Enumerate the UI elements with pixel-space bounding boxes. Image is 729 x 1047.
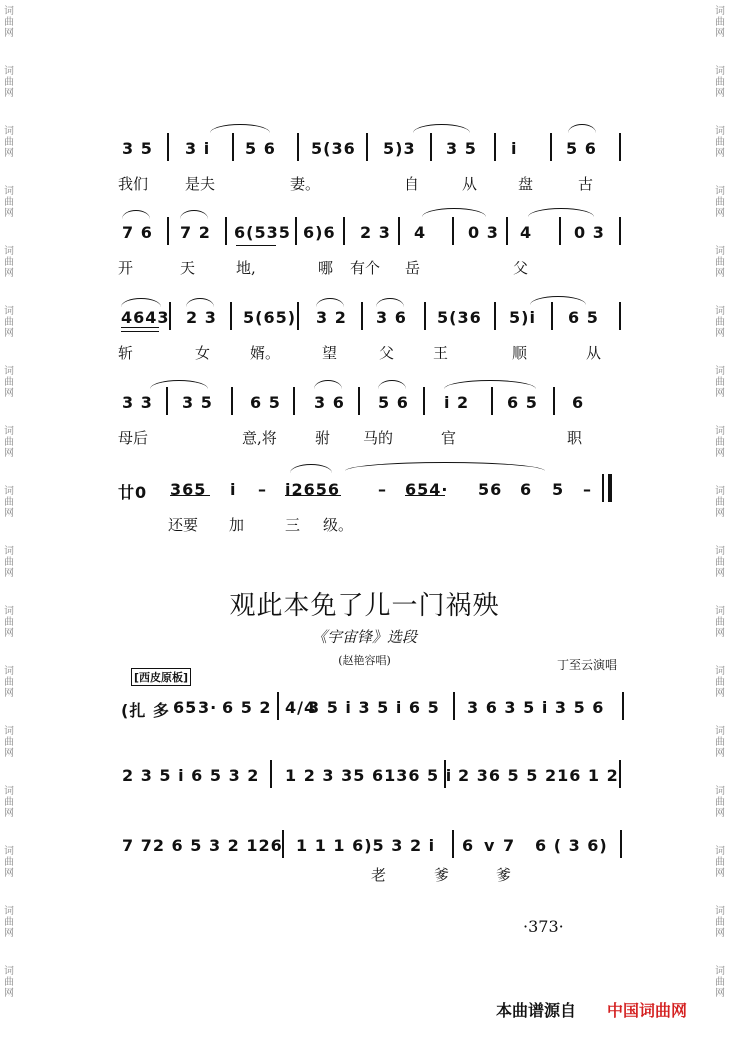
bar-line xyxy=(620,830,622,858)
bar-line xyxy=(295,217,297,245)
watermark-char: 词 xyxy=(715,906,725,917)
bar-line xyxy=(297,302,299,330)
bar-line xyxy=(608,474,612,502)
watermark-char: 曲 xyxy=(715,257,725,268)
watermark-char: 词 xyxy=(715,546,725,557)
watermark-group xyxy=(711,966,729,999)
watermark-char: 词 xyxy=(4,366,14,377)
song-source: 《宇宙锋》选段 xyxy=(311,628,417,646)
score-line xyxy=(0,133,729,193)
bar-line xyxy=(602,474,604,502)
watermark-char: 词 xyxy=(4,546,14,557)
note-group: 4643 xyxy=(121,308,170,327)
watermark-char: 词 xyxy=(4,786,14,797)
watermark-char: 词 xyxy=(4,666,14,677)
watermark-char: 词 xyxy=(715,6,725,17)
watermark-char: 网 xyxy=(715,568,725,579)
watermark-char: 词 xyxy=(715,366,725,377)
note-group: 廿0 xyxy=(118,483,148,502)
watermark-char: 网 xyxy=(4,208,14,219)
lyric-text: 顺 xyxy=(512,344,528,362)
watermark-char: 词 xyxy=(715,726,725,737)
watermark-group xyxy=(0,426,18,459)
watermark-char: 曲 xyxy=(715,137,725,148)
watermark-group xyxy=(0,66,18,99)
watermark-char: 网 xyxy=(4,268,14,279)
bar-line xyxy=(553,387,555,415)
bar-line xyxy=(559,217,561,245)
bar-line xyxy=(398,217,400,245)
watermark-char: 词 xyxy=(4,126,14,137)
note-group: 7 72 6 5 3 2 126 xyxy=(122,836,283,855)
watermark-group xyxy=(0,186,18,219)
watermark-char: 词 xyxy=(4,906,14,917)
watermark-char: 曲 xyxy=(715,377,725,388)
note-group: 365 xyxy=(170,480,207,499)
note-group: 2 36 5 5 216 1 2 xyxy=(458,766,619,785)
note-group: 65 xyxy=(173,698,198,717)
watermark-char: 曲 xyxy=(4,497,14,508)
lyric-text: 还要 xyxy=(168,516,199,534)
lyric-text: 从 xyxy=(462,175,478,193)
watermark-char: 词 xyxy=(715,186,725,197)
page-number: ·373· xyxy=(523,917,564,936)
lyric-text: 从 xyxy=(586,344,602,362)
bar-line xyxy=(231,387,233,415)
note-group: i xyxy=(511,139,518,158)
bar-line xyxy=(225,217,227,245)
watermark-char: 曲 xyxy=(4,737,14,748)
watermark-char: 曲 xyxy=(4,257,14,268)
note-group: 3 5 xyxy=(122,139,153,158)
watermark-char: 曲 xyxy=(715,497,725,508)
note-group: (扎 多 xyxy=(121,701,170,720)
watermark-char: 词 xyxy=(715,66,725,77)
bar-line xyxy=(494,302,496,330)
note-group: 3 i xyxy=(185,139,211,158)
watermark-char: 曲 xyxy=(4,917,14,928)
lyric-text: 驸 xyxy=(315,429,331,447)
note-group: 3 6 xyxy=(376,308,407,327)
watermark-char: 网 xyxy=(4,688,14,699)
lyric-text: 意,将 xyxy=(242,429,277,447)
watermark-char: 词 xyxy=(715,306,725,317)
watermark-char: 网 xyxy=(4,628,14,639)
watermark-char: 网 xyxy=(715,448,725,459)
watermark-char: 词 xyxy=(4,246,14,257)
bar-line xyxy=(550,133,552,161)
bar-line xyxy=(270,760,272,788)
lyric-text: 加 xyxy=(229,516,245,534)
lyric-text: 三 xyxy=(285,516,301,534)
lyric-text: 官 xyxy=(441,429,457,447)
watermark-char: 网 xyxy=(715,628,725,639)
note-group: 5(36 xyxy=(437,308,482,327)
watermark-char: 网 xyxy=(4,868,14,879)
lyric-text: 级。 xyxy=(323,516,354,534)
note-group: – xyxy=(258,480,267,499)
watermark-char: 词 xyxy=(4,66,14,77)
bar-line xyxy=(343,217,345,245)
watermark-char: 词 xyxy=(4,426,14,437)
watermark-char: 曲 xyxy=(715,17,725,28)
note-group: 2 3 xyxy=(360,223,391,242)
note-group: 7 6 xyxy=(122,223,153,242)
watermark-char: 曲 xyxy=(715,737,725,748)
lyric-text: 古 xyxy=(578,175,594,193)
watermark-char: 曲 xyxy=(4,437,14,448)
watermark-char: 网 xyxy=(715,688,725,699)
note-group: 6(535 xyxy=(234,223,291,242)
bar-line xyxy=(358,387,360,415)
watermark-char: 网 xyxy=(715,28,725,39)
note-group: 6)6 xyxy=(303,223,336,242)
watermark-char: 词 xyxy=(4,846,14,857)
note-group: 5)3 xyxy=(383,139,416,158)
watermark-char: 曲 xyxy=(715,977,725,988)
watermark-char: 词 xyxy=(715,486,725,497)
lyric-text: 爹 xyxy=(434,866,450,884)
mode-label: [西皮原板] xyxy=(131,668,191,686)
watermark-char: 曲 xyxy=(715,197,725,208)
score-line xyxy=(0,760,729,800)
watermark-char: 网 xyxy=(715,328,725,339)
note-group: i2656 xyxy=(285,480,341,499)
lyric-text: 老 xyxy=(371,866,387,884)
watermark-char: 网 xyxy=(715,808,725,819)
watermark-char: 曲 xyxy=(715,677,725,688)
song-performer: 丁至云演唱 xyxy=(556,658,617,672)
bar-line xyxy=(232,133,234,161)
note-group: 3 5 i 3 5 i 6 5 xyxy=(308,698,440,717)
watermark-char: 网 xyxy=(715,268,725,279)
note-group: 6 xyxy=(520,480,533,499)
note-group: 5 6 xyxy=(245,139,276,158)
score-line xyxy=(0,830,729,884)
watermark-char: 曲 xyxy=(4,557,14,568)
lyric-text: 女 xyxy=(195,344,211,362)
bar-line xyxy=(423,387,425,415)
note-group: 6 5 xyxy=(250,393,281,412)
watermark-char: 曲 xyxy=(4,317,14,328)
bar-line xyxy=(453,692,455,720)
bar-line xyxy=(619,217,621,245)
bar-line xyxy=(619,760,621,788)
note-group: 3 6 3 5 i 3 5 6 xyxy=(467,698,605,717)
watermark-char: 曲 xyxy=(4,77,14,88)
watermark-char: 曲 xyxy=(715,617,725,628)
score-line xyxy=(0,217,729,277)
note-group: 1 2 3 35 6136 5 i xyxy=(285,766,453,785)
lyric-text: 婿。 xyxy=(250,344,281,362)
watermark-char: 曲 xyxy=(715,797,725,808)
watermark-char: 网 xyxy=(4,28,14,39)
watermark-char: 曲 xyxy=(4,797,14,808)
lyric-text: 岳 xyxy=(405,259,421,277)
watermark-char: 曲 xyxy=(4,857,14,868)
watermark-char: 曲 xyxy=(715,857,725,868)
watermark-char: 曲 xyxy=(4,617,14,628)
bar-line xyxy=(424,302,426,330)
watermark-char: 词 xyxy=(4,606,14,617)
bar-line xyxy=(619,302,621,330)
bar-line xyxy=(293,387,295,415)
watermark-char: 网 xyxy=(715,208,725,219)
lyric-text: 开 xyxy=(118,259,134,277)
score-line xyxy=(0,474,729,534)
note-group: 4 xyxy=(414,223,427,242)
lyric-text: 妻。 xyxy=(290,175,321,193)
bar-line xyxy=(230,302,232,330)
note-group: 654· xyxy=(405,480,449,499)
note-group: 7 2 xyxy=(180,223,211,242)
note-group: 3· xyxy=(198,698,218,717)
lyric-text: 王 xyxy=(433,344,449,362)
note-group: 4/4 xyxy=(285,698,317,717)
watermark-char: 网 xyxy=(715,748,725,759)
watermark-char: 词 xyxy=(4,6,14,17)
note-group: 6 5 xyxy=(568,308,599,327)
watermark-char: 网 xyxy=(715,928,725,939)
lyric-text: 哪 xyxy=(318,259,334,277)
lyric-text: 斩 xyxy=(118,344,134,362)
lyric-text: 父 xyxy=(379,344,395,362)
bar-line xyxy=(297,133,299,161)
watermark-char: 词 xyxy=(715,126,725,137)
watermark-char: 曲 xyxy=(715,437,725,448)
bar-line xyxy=(494,133,496,161)
watermark-char: 词 xyxy=(4,306,14,317)
bar-line xyxy=(167,133,169,161)
watermark-char: 网 xyxy=(4,508,14,519)
watermark-char: 曲 xyxy=(4,377,14,388)
note-group: – xyxy=(583,480,592,499)
watermark-char: 网 xyxy=(4,928,14,939)
note-group: 3 3 xyxy=(122,393,153,412)
watermark-char: 曲 xyxy=(4,17,14,28)
watermark-char: 曲 xyxy=(4,197,14,208)
note-group: 1 1 1 6)5 3 2 i xyxy=(296,836,436,855)
watermark-char: 网 xyxy=(4,388,14,399)
watermark-group xyxy=(711,546,729,579)
lyric-text: 有个 xyxy=(350,259,381,277)
bar-line xyxy=(491,387,493,415)
note-group: i 2 xyxy=(444,393,470,412)
lyric-text: 马的 xyxy=(363,429,394,447)
lyric-text: 父 xyxy=(513,259,529,277)
watermark-char: 曲 xyxy=(4,137,14,148)
note-group: 6 5 xyxy=(507,393,538,412)
note-group: 0 3 xyxy=(574,223,605,242)
watermark-char: 网 xyxy=(4,568,14,579)
watermark-char: 网 xyxy=(715,88,725,99)
note-group: 5 6 xyxy=(378,393,409,412)
lyric-text: 盘 xyxy=(518,175,534,193)
bar-line xyxy=(452,830,454,858)
lyric-text: 是夫 xyxy=(185,175,216,193)
lyric-text: 望 xyxy=(322,344,338,362)
watermark-char: 网 xyxy=(715,508,725,519)
note-group: 5(65) xyxy=(243,308,297,327)
watermark-char: 曲 xyxy=(715,317,725,328)
watermark-char: 词 xyxy=(715,846,725,857)
watermark-char: 网 xyxy=(715,868,725,879)
lyric-text: 职 xyxy=(567,429,583,447)
note-group: 3 6 xyxy=(314,393,345,412)
watermark-char: 曲 xyxy=(715,77,725,88)
watermark-char: 词 xyxy=(715,966,725,977)
watermark-char: 曲 xyxy=(4,677,14,688)
footer-source-label: 本曲谱源自 xyxy=(496,1001,577,1020)
watermark-group xyxy=(0,6,18,39)
lyric-text: 地, xyxy=(236,259,256,277)
watermark-char: 词 xyxy=(715,606,725,617)
note-group: 7 xyxy=(503,836,516,855)
watermark-char: 曲 xyxy=(715,557,725,568)
note-group: 6 ( 3 6) xyxy=(535,836,608,855)
bar-line xyxy=(361,302,363,330)
note-group: 2 3 5 i 6 5 3 2 xyxy=(122,766,260,785)
footer-site-name[interactable]: 中国词曲网 xyxy=(607,1001,688,1020)
bar-line xyxy=(452,217,454,245)
watermark-group xyxy=(711,66,729,99)
lyric-text: 母后 xyxy=(118,429,149,447)
watermark-char: 网 xyxy=(715,388,725,399)
bar-line xyxy=(622,692,624,720)
watermark-char: 网 xyxy=(4,988,14,999)
watermark-char: 网 xyxy=(4,448,14,459)
score-line xyxy=(0,387,729,447)
note-group: 3 2 xyxy=(316,308,347,327)
lyric-text: 自 xyxy=(404,175,420,193)
watermark-char: 网 xyxy=(4,88,14,99)
bar-line xyxy=(619,133,621,161)
note-group: 5(36 xyxy=(311,139,356,158)
watermark-char: 词 xyxy=(715,666,725,677)
note-group: v xyxy=(484,836,496,855)
note-group: 56 xyxy=(478,480,503,499)
score-line xyxy=(0,692,729,732)
watermark-char: 词 xyxy=(715,786,725,797)
watermark-char: 词 xyxy=(715,426,725,437)
note-group: i xyxy=(230,480,237,499)
watermark-group xyxy=(0,906,18,939)
score-line xyxy=(0,302,729,362)
watermark-char: 词 xyxy=(715,246,725,257)
note-group: 6 5 2 xyxy=(222,698,272,717)
watermark-char: 网 xyxy=(715,148,725,159)
watermark-group xyxy=(0,546,18,579)
watermark-group xyxy=(711,426,729,459)
lyric-text: 爹 xyxy=(496,866,512,884)
note-group: 2 3 xyxy=(186,308,217,327)
watermark-char: 曲 xyxy=(4,977,14,988)
watermark-char: 曲 xyxy=(715,917,725,928)
song-title: 观此本免了儿一门祸殃 xyxy=(229,591,500,621)
watermark-char: 网 xyxy=(4,748,14,759)
note-group: 3 5 xyxy=(182,393,213,412)
note-group: 0 3 xyxy=(468,223,499,242)
bar-line xyxy=(430,133,432,161)
watermark-char: 网 xyxy=(4,148,14,159)
watermark-group xyxy=(711,186,729,219)
watermark-group xyxy=(711,906,729,939)
note-group: 6 xyxy=(462,836,475,855)
note-group: 3 5 xyxy=(446,139,477,158)
watermark-group xyxy=(711,6,729,39)
lyric-text: 我们 xyxy=(118,175,149,193)
bar-line xyxy=(551,302,553,330)
watermark-char: 词 xyxy=(4,186,14,197)
note-group: 5)i xyxy=(509,308,536,327)
watermark-group xyxy=(0,966,18,999)
watermark-char: 网 xyxy=(715,988,725,999)
bar-line xyxy=(167,217,169,245)
note-group: 5 xyxy=(552,480,565,499)
watermark-char: 词 xyxy=(4,966,14,977)
bar-line xyxy=(277,692,279,720)
lyric-text: 天 xyxy=(180,259,196,277)
watermark-char: 词 xyxy=(4,486,14,497)
bar-line xyxy=(366,133,368,161)
note-group: 6 xyxy=(572,393,585,412)
bar-line xyxy=(506,217,508,245)
note-group: 4 xyxy=(520,223,533,242)
watermark-char: 网 xyxy=(4,808,14,819)
watermark-char: 词 xyxy=(4,726,14,737)
note-group: 5 6 xyxy=(566,139,597,158)
watermark-char: 网 xyxy=(4,328,14,339)
note-group: – xyxy=(378,480,387,499)
song-singer: (赵艳容唱) xyxy=(338,654,391,667)
bar-line xyxy=(166,387,168,415)
